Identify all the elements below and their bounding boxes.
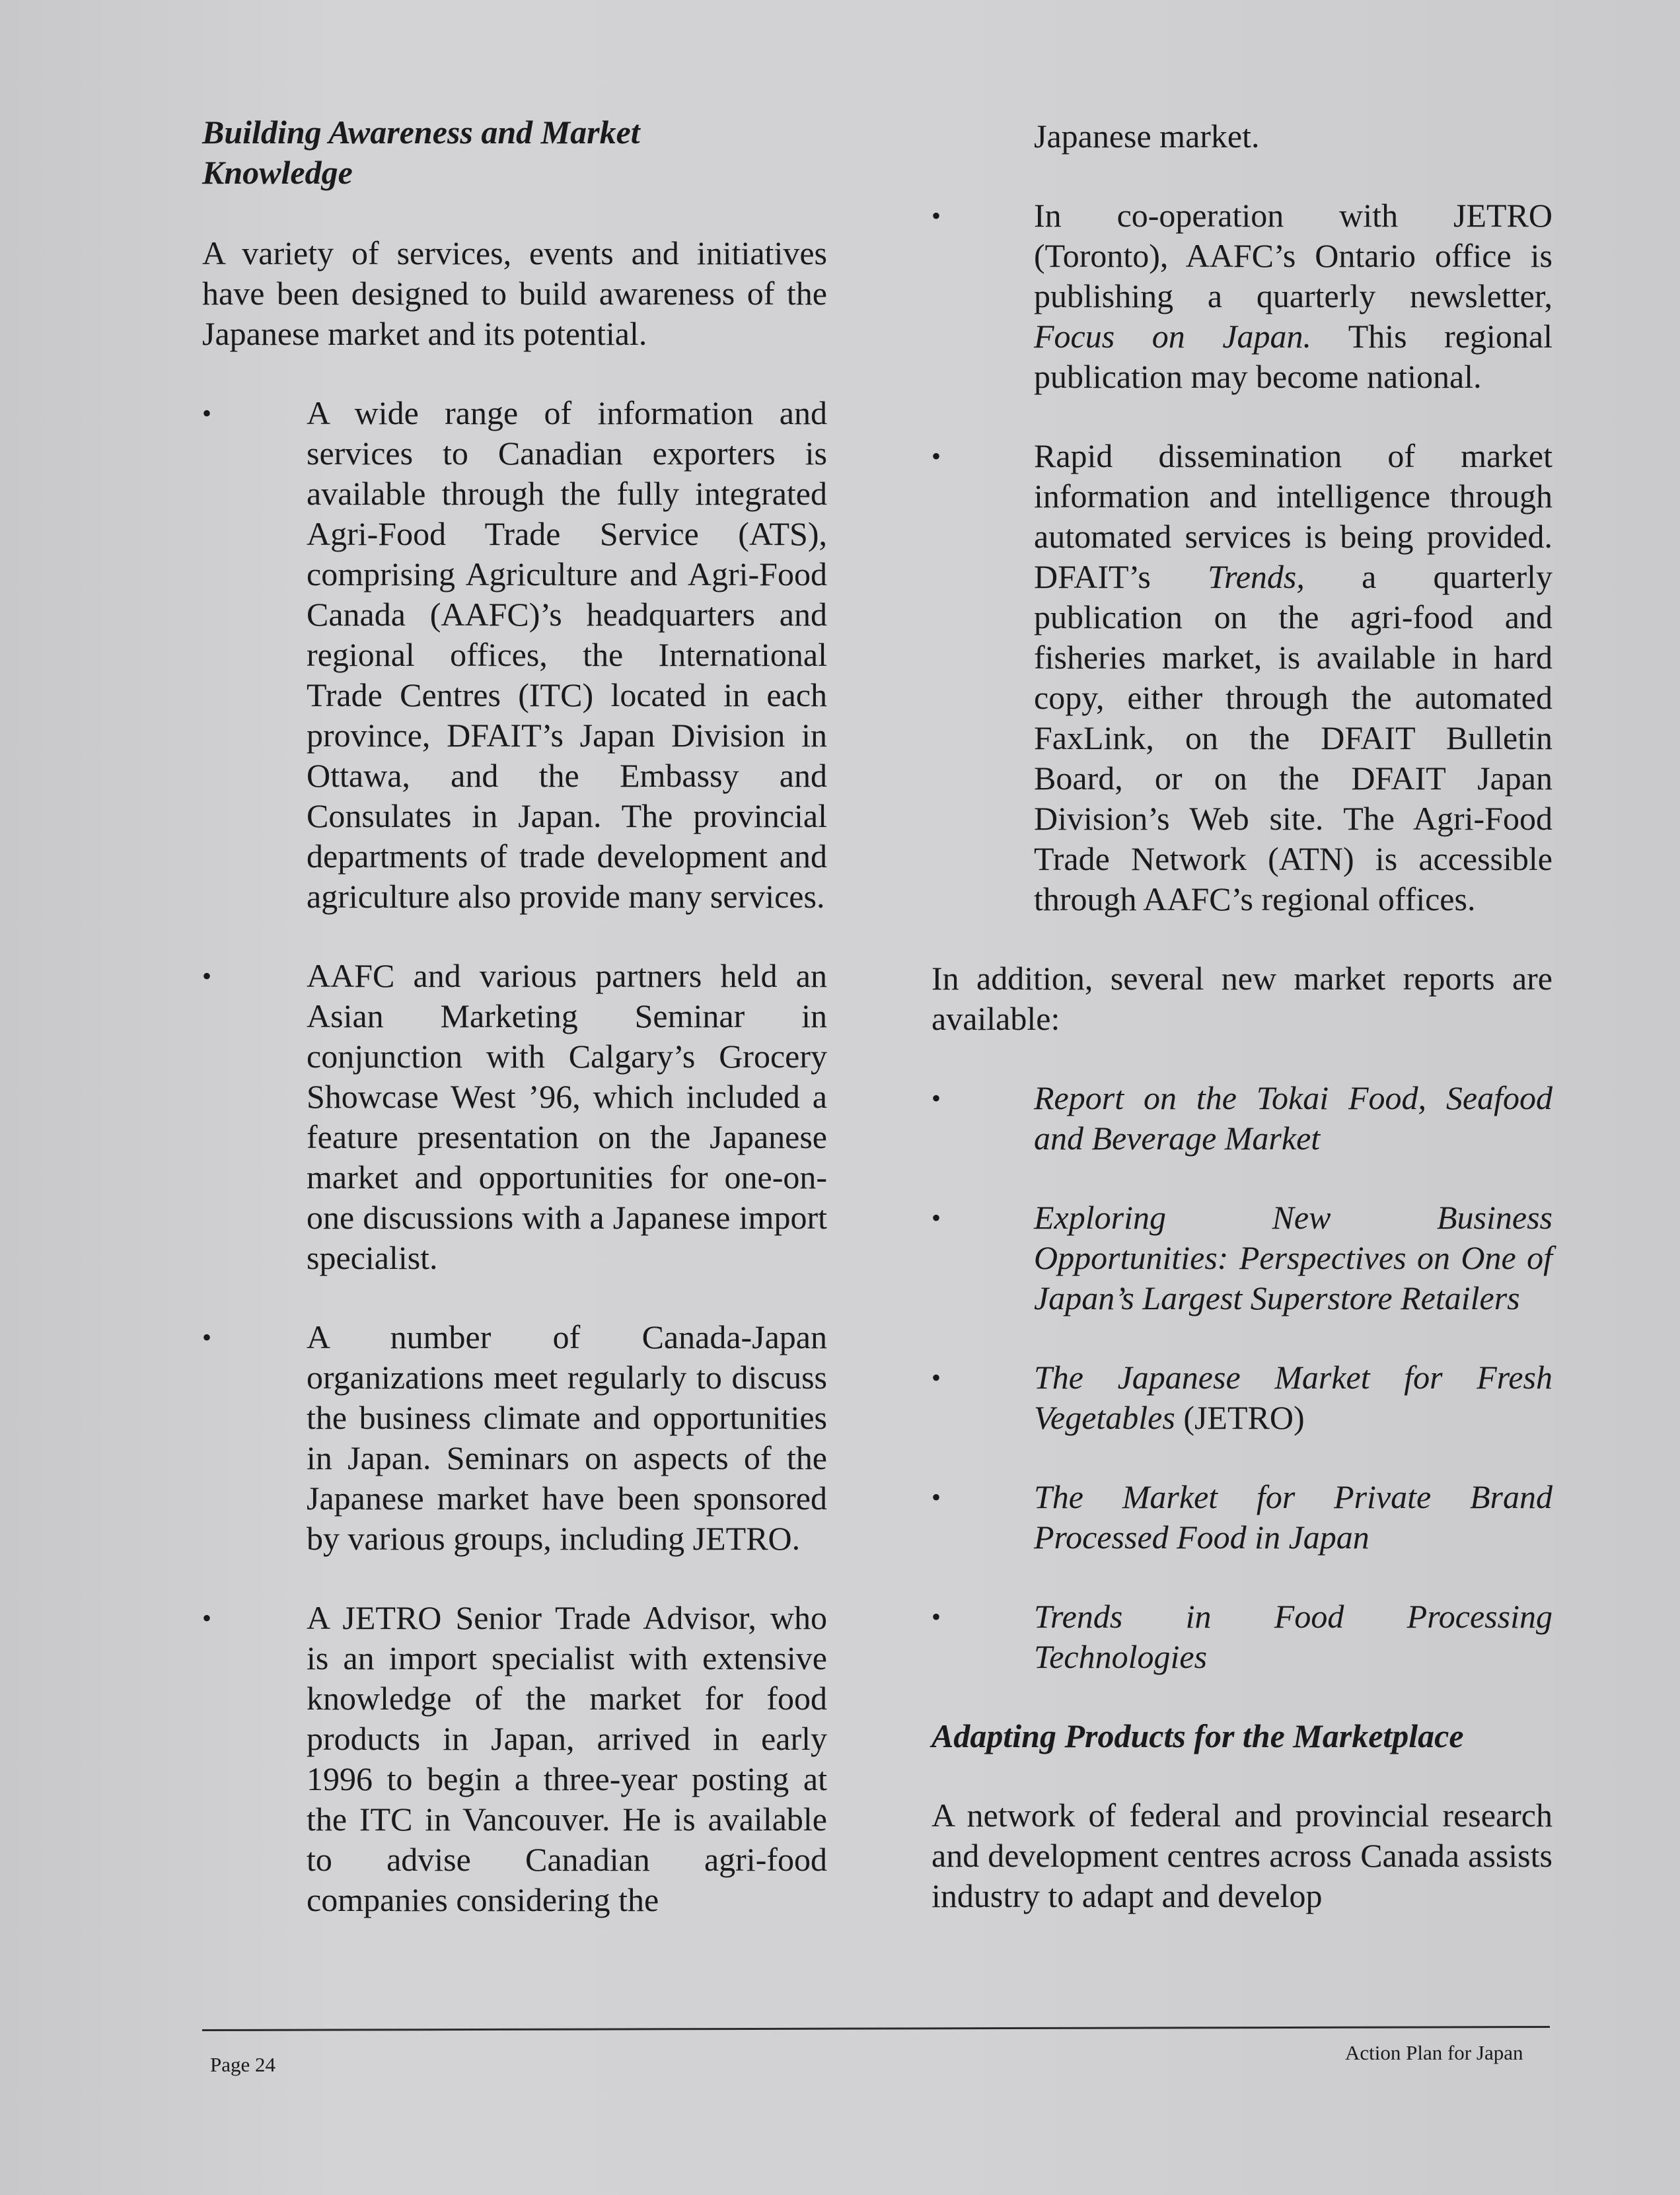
bullet-icon: •: [931, 1083, 941, 1113]
section-heading-awareness: Building Awareness and Market Knowledge: [202, 114, 640, 191]
report-item: [931, 1198, 1552, 1318]
bullet-item: [202, 1317, 827, 1559]
services-bullet-list: [931, 196, 1552, 919]
bullet-text: A number of Canada-Japan organizations meet regularly to discuss the business climate and opportunities in Japan. Seminars on aspects of the Japanese market have been sponsored by various groups, including JETRO.: [307, 1318, 827, 1557]
bullet-icon: •: [202, 961, 212, 991]
report-suffix: (JETRO): [1175, 1399, 1305, 1436]
closing-paragraph: A network of federal and provincial research and development centres across Canada assists industry to adapt and develop: [931, 1797, 1552, 1914]
right-column: [931, 116, 1552, 1916]
page-number: Page 24: [210, 2053, 276, 2076]
report-item: [931, 1477, 1552, 1558]
awareness-bullet-list: [202, 393, 827, 1920]
bullet-item: [931, 436, 1552, 919]
bullet-icon: •: [202, 398, 212, 428]
reports-intro: In addition, several new market reports are available:: [931, 960, 1552, 1037]
bullet-icon: •: [931, 441, 941, 471]
bullet-item: [202, 393, 827, 917]
bullet-text-end: This regional publication may become national.: [1034, 318, 1553, 395]
publication-title: Trends,: [1208, 558, 1305, 595]
continuation-text: Japanese market.: [1034, 118, 1260, 155]
newsletter-title: Focus on Japan.: [1034, 318, 1312, 355]
publication-title-footer: Action Plan for Japan: [1345, 2041, 1523, 2064]
report-item: [931, 1357, 1552, 1438]
bullet-item: [931, 196, 1552, 397]
bullet-icon: •: [931, 1363, 941, 1392]
intro-paragraph: A variety of services, events and initiatives have been designed to build awareness of the Japanese market and its potential.: [202, 234, 827, 352]
report-title: Report on the Tokai Food, Seafood and Beverage Market: [1034, 1079, 1552, 1157]
report-item: [931, 1597, 1552, 1677]
bullet-icon: •: [931, 1203, 941, 1233]
report-item: [931, 1078, 1552, 1159]
bullet-text: A JETRO Senior Trade Advisor, who is an import specialist with extensive knowledge of the market for food products in Japan, arrived in early 1996 to begin a three-year posting at the ITC in Vancouver. He is available to advise Canadian agri-food companies considering the: [307, 1599, 827, 1918]
report-title: Trends in Food Processing Technologies: [1034, 1598, 1552, 1675]
report-title: The Market for Private Brand Processed Food in Japan: [1034, 1478, 1552, 1556]
bullet-text: A wide range of information and services to Canadian exporters is available through the fully integrated Agri-Food Trade Service (ATS), comprising Agriculture and Agri-Food Canada (AAFC)’s headquarters and regional offices, the International Trade Centres (ITC) located in each province, DFAIT’s Japan Division in Ottawa, and the Embassy and Consulates in Japan. The provincial departments of trade development and agriculture also provide many services.: [307, 394, 827, 915]
bullet-text: AAFC and various partners held an Asian Marketing Seminar in conjunction with Calgary’s Grocery Showcase West ’96, which included a feature presentation on the Japanese market and opportunities for one-on-one discussions with a Japanese import specialist.: [307, 957, 827, 1276]
bullet-icon: •: [931, 201, 941, 231]
reports-list: [931, 1078, 1552, 1677]
bullet-text-end: a quarterly publication on the agri-food and fisheries market, is available in hard copy, either through the automated FaxLink, on the DFAIT Bulletin Board, or on the DFAIT Japan Division’s Web site. The Agri-Food Trade Network (ATN) is accessible through AAFC’s regional offices.: [1034, 558, 1552, 918]
bullet-icon: •: [931, 1482, 941, 1512]
bullet-item: [202, 956, 827, 1278]
footer-divider: [202, 2026, 1550, 2031]
bullet-icon: •: [931, 1602, 941, 1632]
bullet-text-start: Rapid dissemination of market information and intelligence through automated services is being provided. DFAIT’s: [1034, 437, 1552, 595]
report-title: Exploring New Business Opportunities: Perspectives on One of Japan’s Largest Superstore Retailers: [1034, 1199, 1552, 1316]
bullet-icon: •: [202, 1322, 212, 1352]
bullet-icon: •: [202, 1603, 212, 1633]
report-title: The Japanese Market for Fresh Vegetables: [1034, 1359, 1552, 1436]
bullet-item: [202, 1598, 827, 1920]
bullet-text-start: In co-operation with JETRO (Toronto), AAFC’s Ontario office is publishing a quarterly newsletter,: [1034, 197, 1552, 314]
left-column: [202, 112, 827, 1920]
section-heading-adapting: Adapting Products for the Marketplace: [931, 1717, 1464, 1754]
